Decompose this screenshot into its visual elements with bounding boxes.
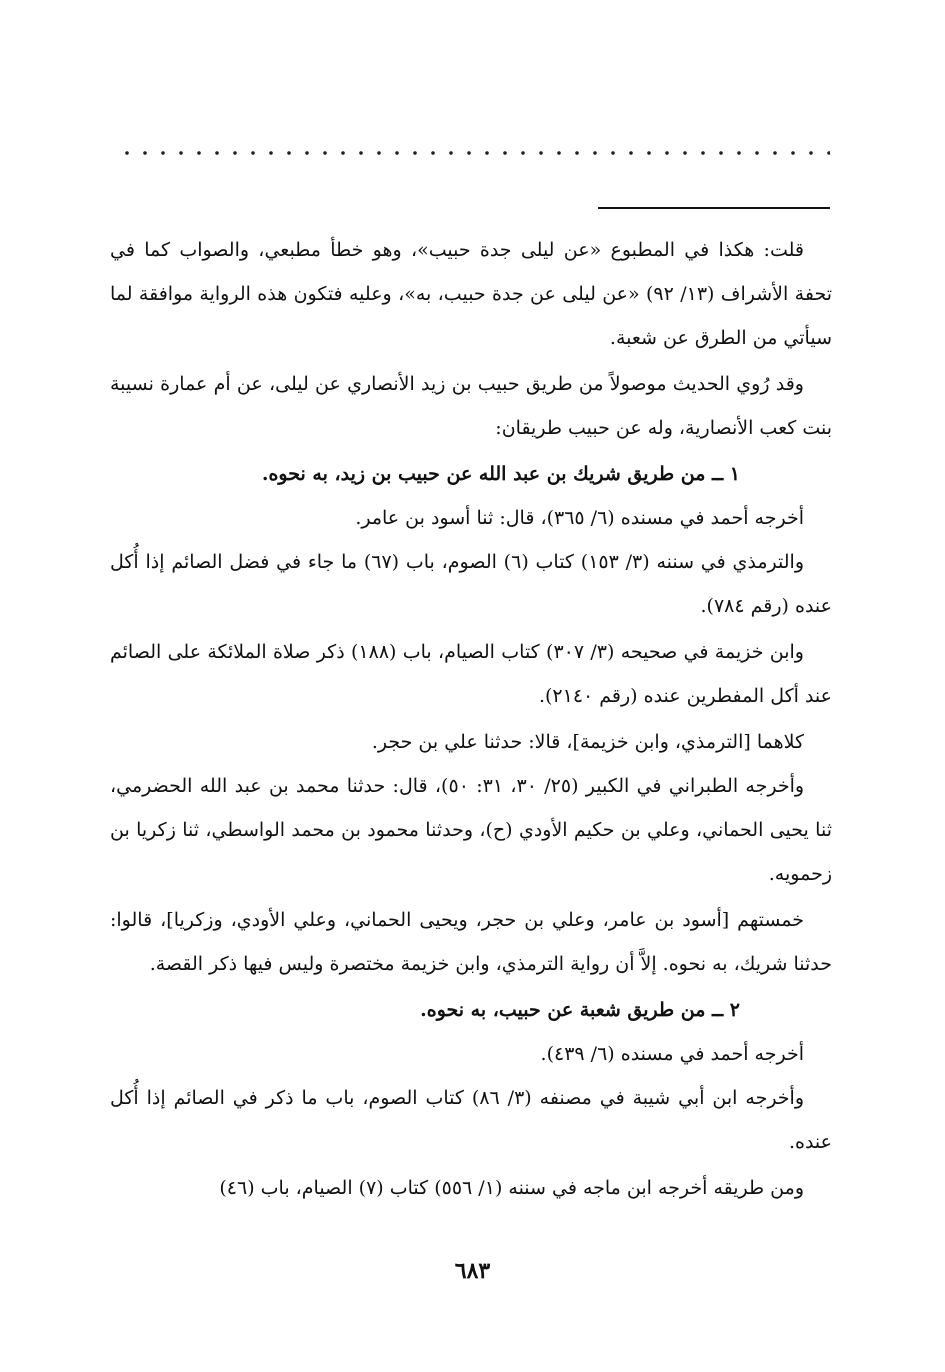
subheading-route-sharik: ١ ــ من طريق شريك بن عبد الله عن حبيب بن زيد، به نحوه. (261, 463, 740, 485)
paragraph-ahmad: أخرجه أحمد في مسنده (٦/ ٣٦٥)، قال: ثنا أسود بن عامر. (355, 507, 804, 529)
page-number: ٦٨٣ (454, 1258, 491, 1284)
paragraph-ibn-abi-shaybah: وأخرجه ابن أبي شيبة في مصنفه (٣/ ٨٦) كتاب الصوم، باب ما ذكر في الصائم إذا أُكل عنده. (110, 1087, 832, 1153)
paragraph-connected-narration: وقد رُوي الحديث موصولاً من طريق حبيب بن زيد الأنصاري عن ليلى، عن أم عمارة نسيبة بنت كعب الأنصارية، وله عن حبيب طريقان: (110, 373, 832, 439)
footnote-text (110, 228, 832, 1212)
paragraph-five-narrators: خمستهم [أسود بن عامر، وعلي بن حجر، ويحيى الحماني، وعلي الأودي، وزكريا]، قالوا: حدثنا شريك، به نحوه. إلاَّ أن رواية الترمذي، وابن خزيمة مختصرة وليس فيها ذكر القصة. (110, 909, 832, 975)
paragraph-correction-note: قلت: هكذا في المطبوع «عن ليلى جدة حبيب»، وهو خطأ مطبعي، والصواب كما في تحفة الأشراف (١٣/ ٩٢) «عن ليلى عن جدة حبيب، به»، وعليه فتكون هذه الرواية موافقة لما سيأتي من الطرق عن شعبة. (110, 239, 832, 349)
paragraph-tabarani: وأخرجه الطبراني في الكبير (٢٥/ ٣٠، ٣١: ٥٠)، قال: حدثنا محمد بن عبد الله الحضرمي، ثنا يحيى الحماني، وعلي بن حكيم الأودي (ح)، وحدثنا محمود بن محمد الواسطي، ثنا زكريا بن زحمويه. (110, 775, 832, 885)
subheading-route-shubah: ٢ ــ من طريق شعبة عن حبيب، به نحوه. (420, 999, 740, 1021)
footnote-rule (598, 207, 830, 209)
dotted-separator (118, 148, 830, 158)
paragraph-ibn-khuzaymah: وابن خزيمة في صحيحه (٣/ ٣٠٧) كتاب الصيام، باب (١٨٨) ذكر صلاة الملائكة على الصائم عند أكل المفطرين عنده (رقم ٢١٤٠). (110, 641, 832, 707)
paragraph-tirmidhi: والترمذي في سننه (٣/ ١٥٣) كتاب (٦) الصوم، باب (٦٧) ما جاء في فضل الصائم إذا أُكل عنده (رقم ٧٨٤). (110, 551, 832, 617)
paragraph-ibn-majah: ومن طريقه أخرجه ابن ماجه في سننه (١/ ٥٥٦) كتاب (٧) الصيام، باب (٤٦) (219, 1177, 804, 1199)
paragraph-both: كلاهما [الترمذي، وابن خزيمة]، قالا: حدثنا علي بن حجر. (371, 731, 804, 753)
paragraph-ahmad-2: أخرجه أحمد في مسنده (٦/ ٤٣٩). (540, 1043, 804, 1065)
